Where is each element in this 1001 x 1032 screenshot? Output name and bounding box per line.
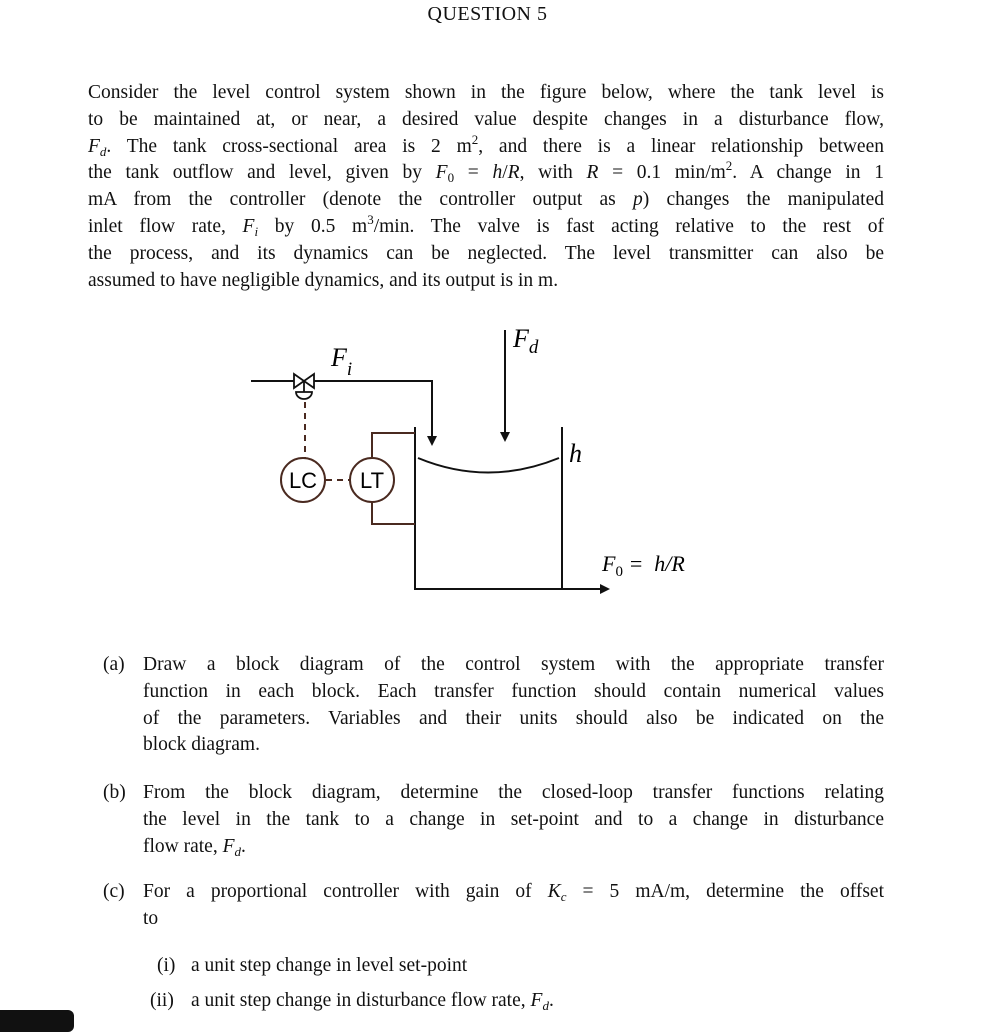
text-segment: For a proportional controller with gain of <box>143 881 548 902</box>
text-segment: F <box>530 990 543 1011</box>
text-segment: to <box>143 907 159 929</box>
subpart-text <box>191 988 871 1015</box>
text-segment: /min. The valve is fast acting relative to the rest of <box>373 215 884 237</box>
text-segment: , with <box>519 162 587 184</box>
text-segment: 2 <box>471 131 479 147</box>
text-line <box>143 780 884 807</box>
text-segment: inlet flow rate, <box>88 215 243 237</box>
subpart-text <box>191 953 871 980</box>
text-segment: F <box>222 835 235 857</box>
question-title: QUESTION 5 <box>427 3 548 25</box>
text-segment: h <box>492 162 503 184</box>
control-valve-icon <box>294 374 314 399</box>
text-segment: R <box>586 162 599 184</box>
text-segment: d <box>234 843 242 859</box>
text-segment: = 5 mA/m, determine the offset <box>566 881 884 902</box>
text-segment: / <box>502 162 508 184</box>
text-segment: 3 <box>367 211 374 227</box>
text-segment: 0 <box>447 170 455 186</box>
fd-label: $F_d$ <box>513 324 539 358</box>
subpart-label: (ii) <box>150 990 174 1011</box>
level-transmitter <box>350 458 394 502</box>
text-segment: R <box>507 162 520 184</box>
h-label: h <box>569 439 582 468</box>
part-label: (b) <box>103 782 126 803</box>
text-line <box>191 988 871 1015</box>
text-line <box>143 834 884 861</box>
text-segment: . <box>241 835 246 857</box>
text-line <box>143 706 884 733</box>
part-text <box>143 879 884 933</box>
text-line <box>143 807 884 834</box>
text-segment: . A change in 1 <box>732 162 885 184</box>
text-line <box>143 879 884 906</box>
text-segment: K <box>547 881 561 902</box>
text-segment: the process, and its dynamics can be neglected. The level transmitter can also be <box>88 242 884 264</box>
text-segment: mA from the controller (denote the controller output as <box>88 189 634 211</box>
text-segment: flow rate, <box>143 835 223 857</box>
text-line <box>143 679 884 706</box>
text-segment: p <box>633 189 643 211</box>
text-segment: F <box>242 215 255 237</box>
level-controller <box>281 458 325 502</box>
text-segment: the level in the tank to a change in set-point and to a change in disturbance <box>143 808 884 830</box>
text-segment: = 0.1 min/m <box>598 162 726 184</box>
text-segment: a unit step change in disturbance flow rate, <box>191 990 531 1011</box>
lt-label: LT <box>359 468 385 493</box>
taskbar-clock-badge <box>0 1010 74 1032</box>
text-segment: Draw a block diagram of the control system with the appropriate transfer <box>143 654 884 675</box>
text-segment: d <box>542 998 549 1013</box>
text-segment: to be maintained at, or near, a desired value despite changes in a disturbance flow, <box>88 108 884 130</box>
text-segment: block diagram. <box>143 734 260 756</box>
fo-label: $F_0 = h/R$ <box>602 551 685 580</box>
text-segment: assumed to have negligible dynamics, and its output is in m. <box>88 269 559 291</box>
text-segment: , and there is a linear relationship between <box>478 135 884 157</box>
text-line <box>143 652 884 679</box>
text-segment: Consider the level control system shown in the figure below, where the tank level is <box>88 82 884 103</box>
text-line <box>143 906 884 933</box>
fi-label: $F_i$ <box>331 343 353 380</box>
text-segment: d <box>99 143 107 159</box>
text-segment: c <box>560 889 567 904</box>
text-segment: = <box>454 162 493 184</box>
text-segment: of the parameters. Variables and their units should also be indicated on the <box>143 707 884 729</box>
text-segment: the tank outflow and level, given by <box>88 162 436 184</box>
text-segment: a unit step change in level set-point <box>191 955 468 976</box>
text-segment: 2 <box>725 158 733 174</box>
text-segment: i <box>254 223 259 239</box>
text-segment: function in each block. Each transfer function should contain numerical values <box>143 680 884 702</box>
text-segment: F <box>435 162 448 184</box>
part-label: (a) <box>103 654 125 675</box>
lc-label: LC <box>288 468 318 493</box>
text-segment: F <box>88 135 100 157</box>
text-segment: by 0.5 m <box>258 215 368 237</box>
part-text <box>143 780 884 860</box>
text-line <box>143 732 884 759</box>
part-label: (c) <box>103 881 125 902</box>
inlet-pipe <box>251 381 432 444</box>
subpart-label: (i) <box>157 955 176 976</box>
text-segment: ) changes the manipulated <box>642 189 884 211</box>
text-line <box>191 953 871 980</box>
part-text <box>143 652 884 759</box>
text-segment: . The tank cross-sectional area is 2 m <box>106 135 472 157</box>
text-segment: From the block diagram, determine the closed-loop transfer functions relating <box>143 782 884 803</box>
text-segment: . <box>548 990 554 1011</box>
